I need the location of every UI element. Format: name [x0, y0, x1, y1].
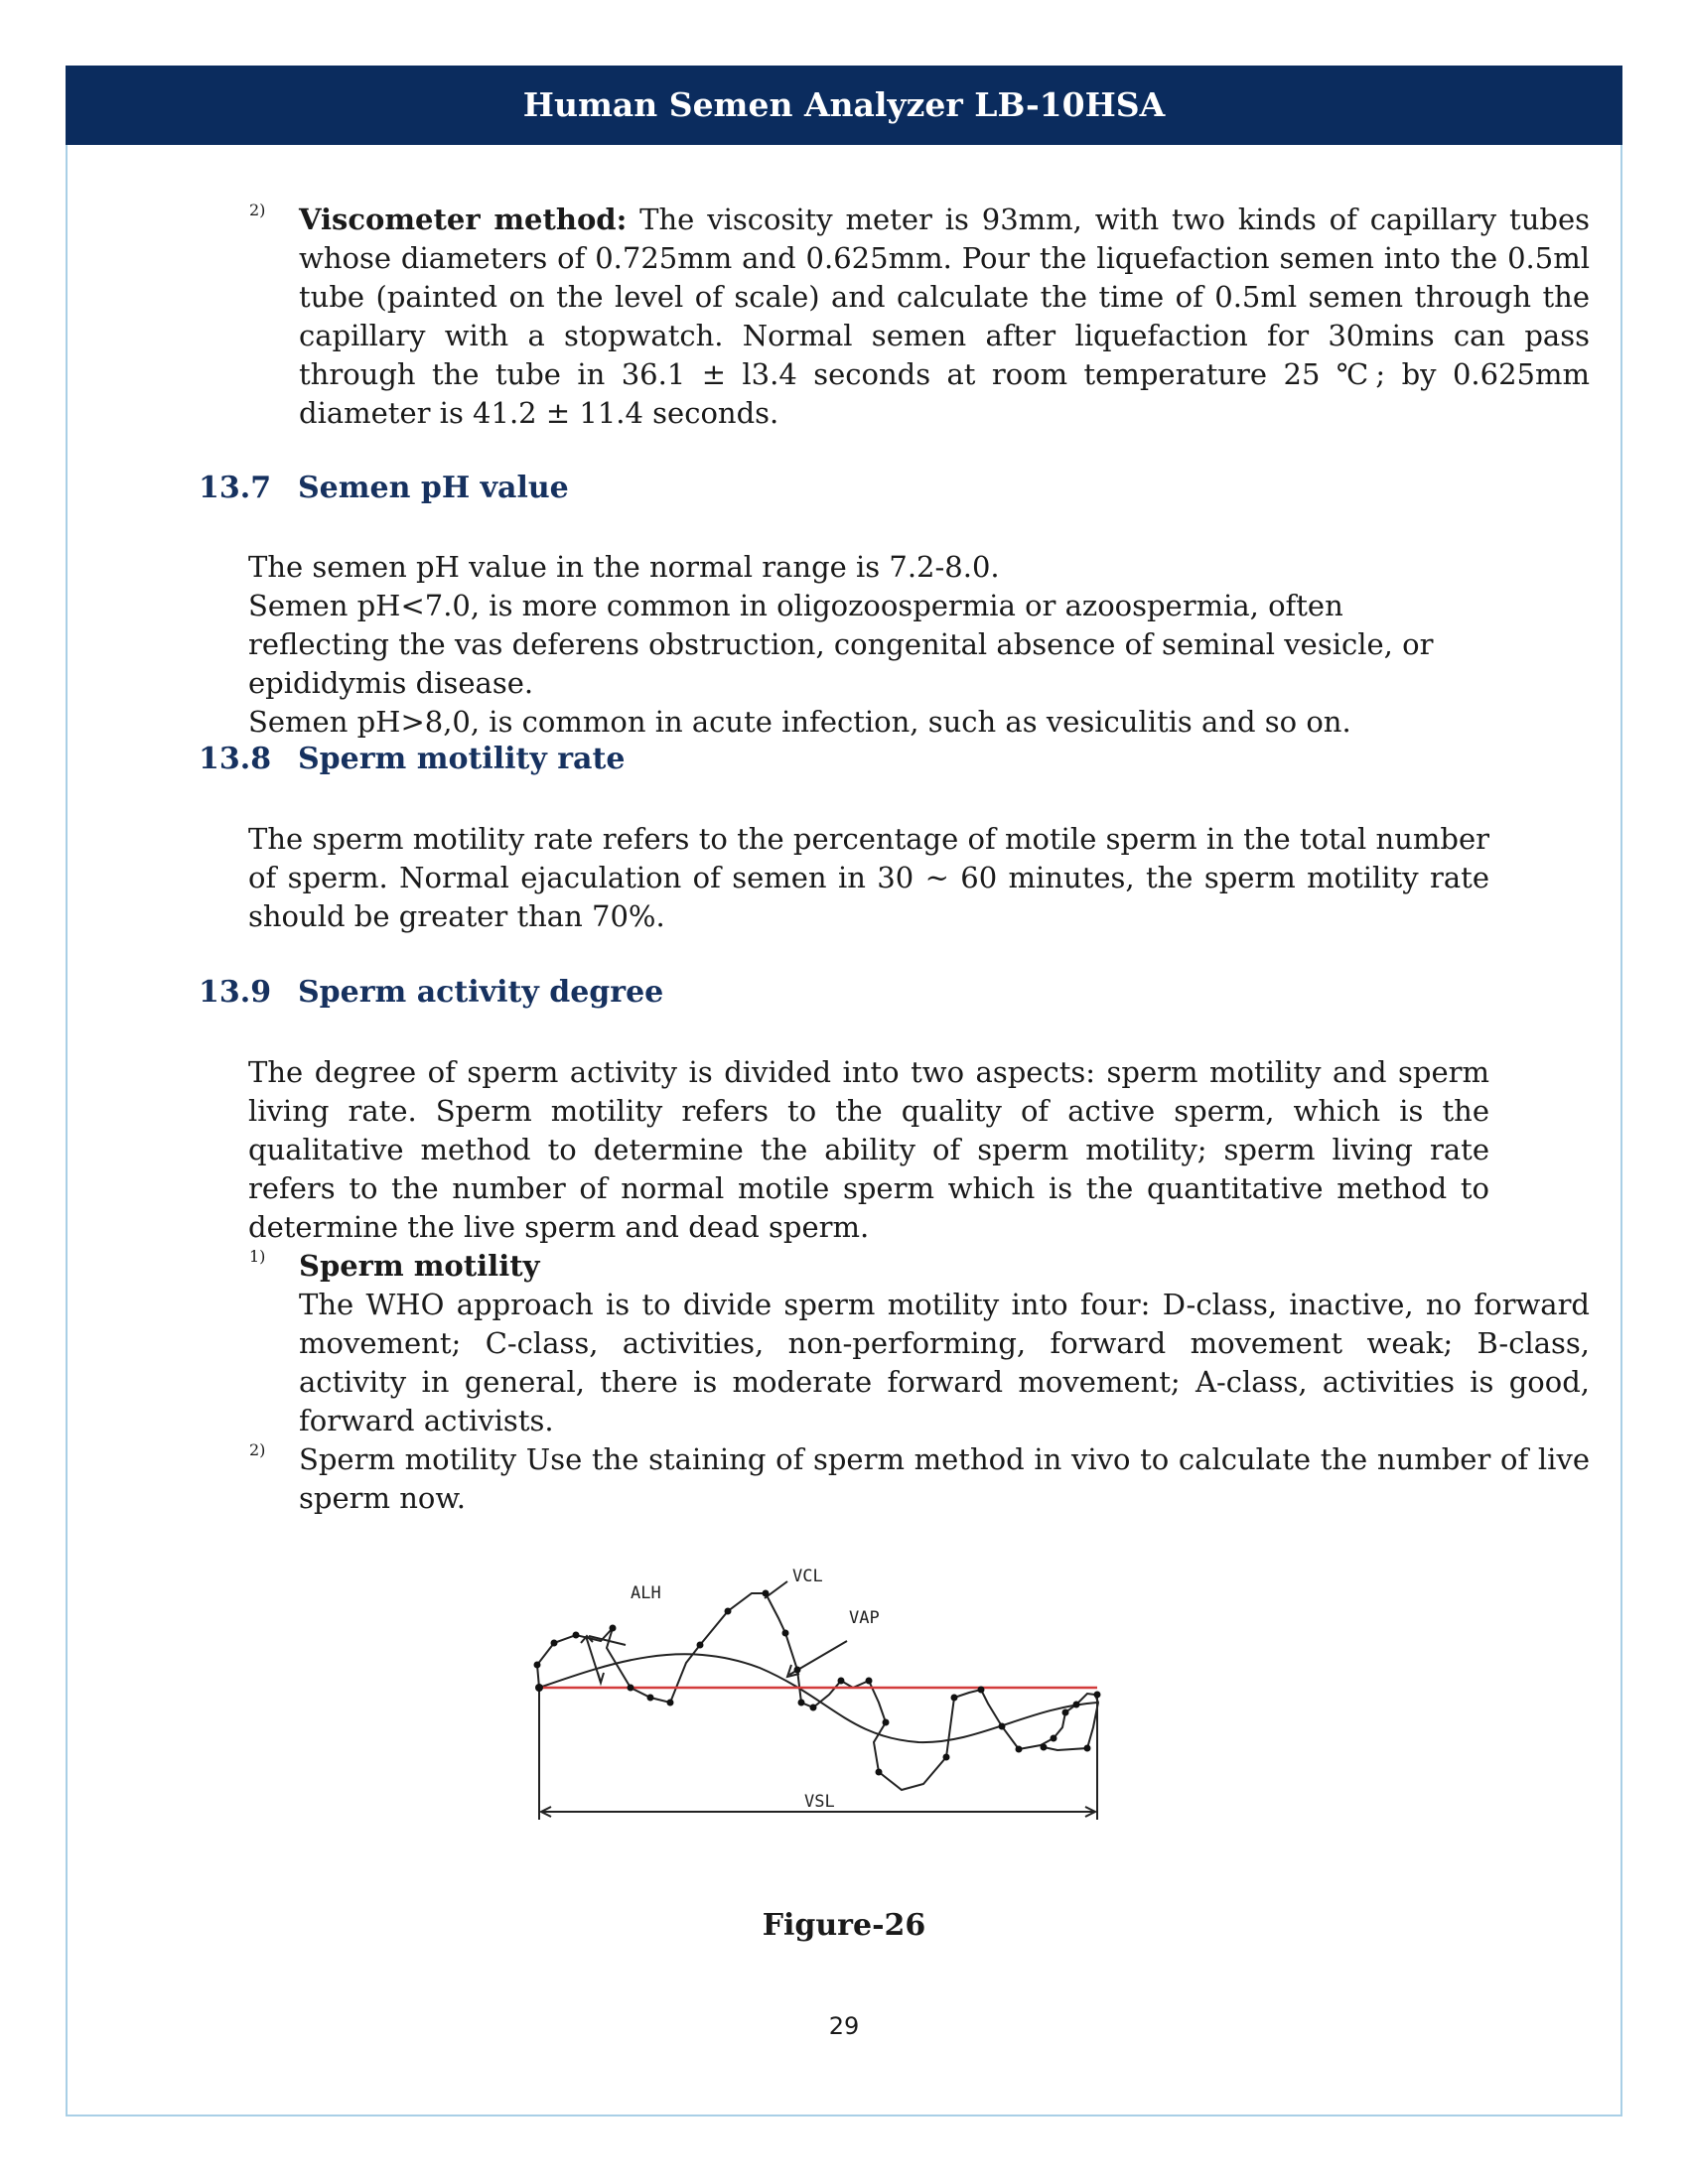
sample-points [534, 1590, 1101, 1776]
section-number: 13.8 [199, 742, 272, 776]
section-number: 13.7 [199, 471, 272, 505]
text-line: Semen pH>8,0, is common in acute infection, such as vesiculitis and so on. [248, 705, 1351, 739]
sperm-trajectory-diagram [531, 1554, 1157, 1861]
figure-caption: Figure-26 [762, 1908, 926, 1943]
text-line: The semen pH value in the normal range is 7.2-8.0. [248, 550, 1000, 584]
section-title: Sperm motility rate [298, 742, 626, 776]
viscometer-item [199, 201, 1590, 433]
viscometer-term: Viscometer method: [299, 203, 628, 236]
section-title: Sperm activity degree [298, 975, 664, 1010]
page-header: Human Semen Analyzer LB-10HSA [66, 66, 1622, 145]
paragraph: The degree of sperm activity is divided into two aspects: sperm motility and sperm living rate. Sperm motility refers to the quality of active sperm, which is the qualitative method to determine the ability of sperm motility; sperm living rate refers to the number of normal motile sperm which is the quantitative method to determine the live sperm and dead sperm. [248, 1055, 1489, 1244]
item-text: The WHO approach is to divide sperm motility into four: D-class, inactive, no forward movement; C-class, activities, non-performing, forward movement weak; B-class, activity in general, there is moderate forward movement; A-class, activities is good, forward activists. [299, 1288, 1590, 1437]
section-heading-13-8 [199, 742, 625, 776]
vap-label: VAP [849, 1608, 880, 1628]
viscometer-text: The viscosity meter is 93mm, with two kinds of capillary tubes whose diameters of 0.725mm and 0.625mm. Pour the liquefaction semen into the 0.5ml tube (painted on the level of scale) and calculate the time of 0.5ml semen through the capillary with a stopwatch. Normal semen after liquefaction for 30mins can pass through the tube in 36.1 ± l3.4 seconds at room temperature 25 ℃; by 0.625mm diameter is 41.2 ± 11.4 seconds. [299, 203, 1591, 430]
text-line: Semen pH<7.0, is more common in oligozoospermia or azoospermia, often reflecting the vas deferens obstruction, congenital absence of seminal vesicle, or epididymis disease. [248, 589, 1434, 700]
viscometer-paragraph [299, 201, 1590, 433]
section-heading-13-7 [199, 471, 569, 505]
item-title: Sperm motility [299, 1249, 540, 1283]
vcl-label: VCL [792, 1567, 823, 1586]
motility-item [199, 1247, 1590, 1440]
section-heading-13-9 [199, 975, 663, 1010]
section-number: 13.9 [199, 975, 272, 1010]
vcl-path [537, 1593, 1098, 1790]
list-number: 2) [249, 201, 266, 219]
living-rate-item [199, 1440, 1590, 1518]
vap-path [539, 1654, 1097, 1742]
alh-label: ALH [631, 1583, 661, 1603]
section-title: Semen pH value [298, 471, 569, 505]
list-number: 1) [249, 1247, 266, 1266]
vsl-label: VSL [804, 1792, 835, 1812]
alh-arrowhead [598, 1673, 604, 1683]
section-13-8-body [248, 820, 1489, 936]
paragraph: The sperm motility rate refers to the percentage of motile sperm in the total number of sperm. Normal ejaculation of semen in 30 ~ 60 minutes, the sperm motility rate should be greater than 70%. [248, 822, 1489, 933]
page-number: 29 [828, 2012, 860, 2040]
section-13-9-body [248, 1053, 1489, 1247]
section-13-7-body [248, 548, 1489, 742]
item-text: Sperm motility Use the staining of sperm method in vivo to calculate the number of live sperm now. [299, 1442, 1590, 1515]
list-number: 2) [249, 1440, 266, 1459]
